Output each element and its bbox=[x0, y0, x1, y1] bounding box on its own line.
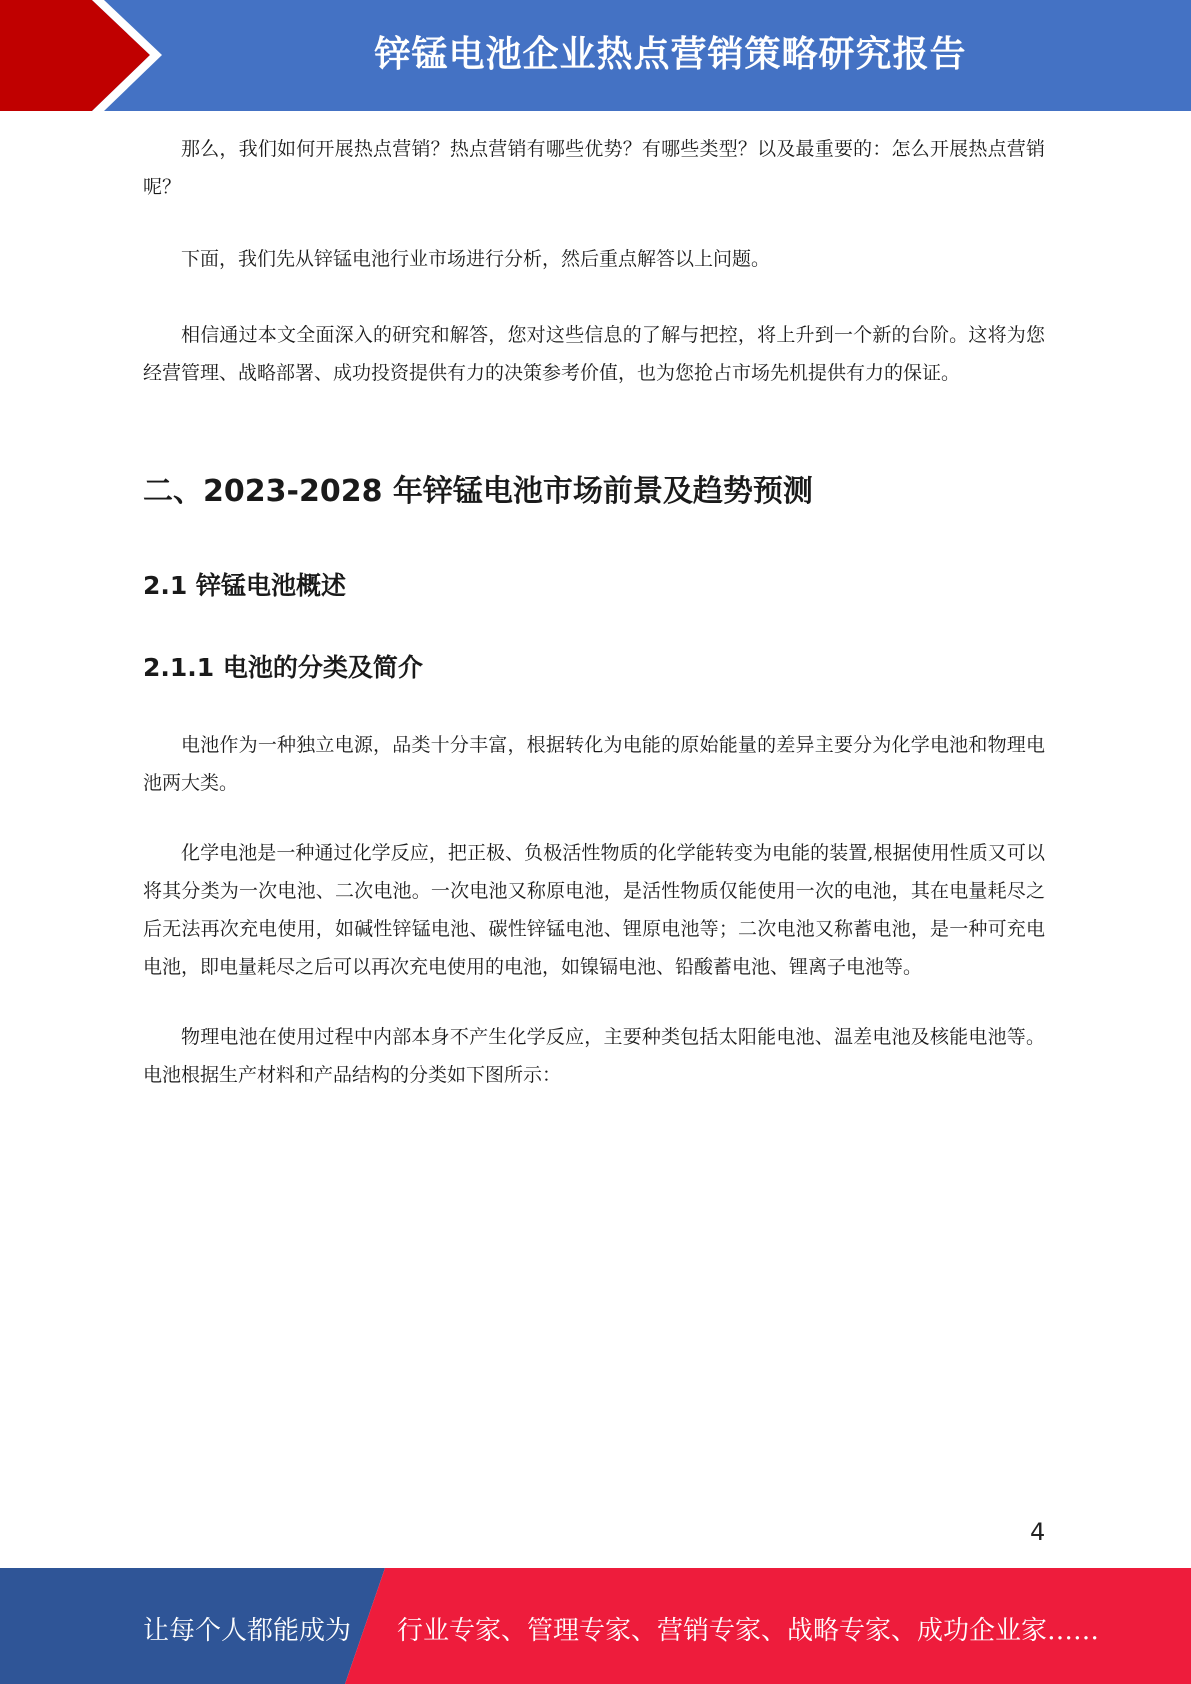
paragraph: 相信通过本文全面深入的研究和解答，您对这些信息的了解与把控，将上升到一个新的台阶。这将为您经营管理、战略部署、成功投资提供有力的决策参考价值，也为您抢占市场先机提供有力的保证。 bbox=[143, 324, 1045, 384]
page-header bbox=[0, 0, 1191, 111]
page-number: 4 bbox=[1030, 1518, 1046, 1546]
paragraph: 那么，我们如何开展热点营销？热点营销有哪些优势？有哪些类型？以及最重要的：怎么开展热点营销呢？ bbox=[143, 138, 1045, 198]
report-title: 锌锰电池企业热点营销策略研究报告 bbox=[374, 34, 967, 75]
paragraph: 电池作为一种独立电源，品类十分丰富，根据转化为电能的原始能量的差异主要分为化学电池和物理电池两大类。 bbox=[143, 734, 1045, 794]
page-footer bbox=[0, 1568, 1191, 1684]
footer-tagline: 行业专家、管理专家、营销专家、战略专家、成功企业家…… bbox=[397, 1616, 1100, 1646]
footer-slogan: 让每个人都能成为 bbox=[143, 1616, 352, 1646]
page-content bbox=[143, 130, 1045, 1094]
section-heading: 二、2023-2028 年锌锰电池市场前景及趋势预测 bbox=[143, 474, 813, 509]
paragraph: 物理电池在使用过程中内部本身不产生化学反应，主要种类包括太阳能电池、温差电池及核能电池等。电池根据生产材料和产品结构的分类如下图所示： bbox=[143, 1026, 1045, 1086]
paragraph: 下面，我们先从锌锰电池行业市场进行分析，然后重点解答以上问题。 bbox=[181, 248, 771, 270]
paragraph: 化学电池是一种通过化学反应，把正极、负极活性物质的化学能转变为电能的装置,根据使用性质又可以将其分类为一次电池、二次电池。一次电池又称原电池，是活性物质仅能使用一次的电池，其在电量耗尽之后无法再次充电使用，如碱性锌锰电池、碳性锌锰电池、锂原电池等；二次电池又称蓄电池，是一种可充电电池，即电量耗尽之后可以再次充电使用的电池，如镍镉电池、铅酸蓄电池、锂离子电池等。 bbox=[143, 842, 1045, 978]
subsection-heading: 2.1 锌锰电池概述 bbox=[143, 571, 346, 600]
subsubsection-heading: 2.1.1 电池的分类及简介 bbox=[143, 653, 423, 682]
